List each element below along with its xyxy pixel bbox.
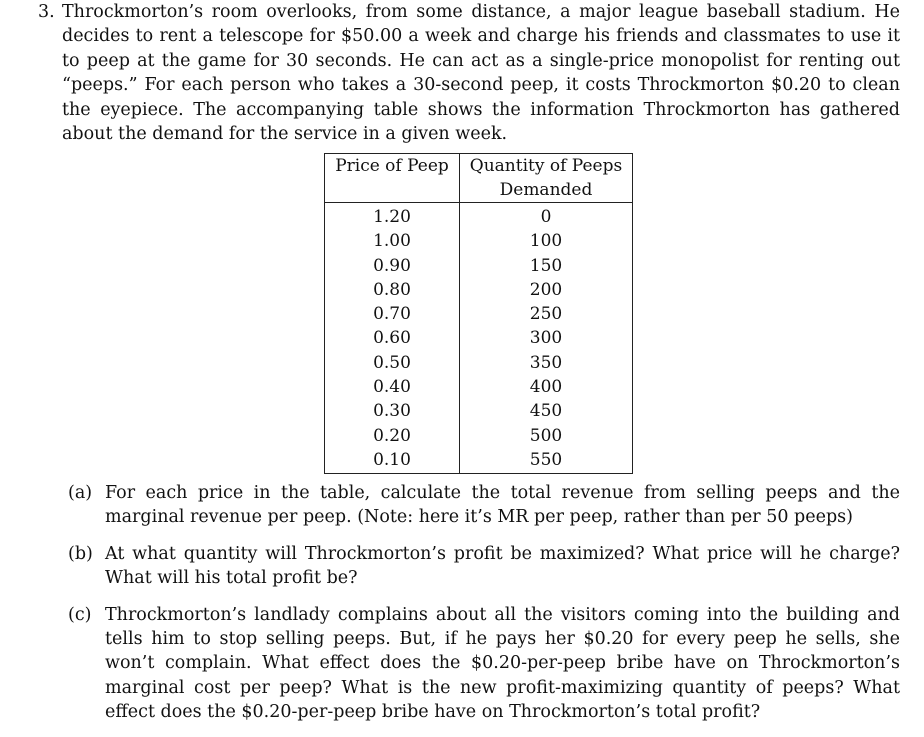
problem-text: Throckmorton’s room overlooks, from some distance, a major league baseball stadium. He decides to rent a telescope for $50.00 a week and charge his friends and classmates to use it to peep at the game for 30 seconds. He can act as a single-price monopolist for renting out “peeps.” For each person who takes a 30-second peep, it costs Throckmorton $0.20 to clean the eyepiece. The accompanying table shows the information Throckmorton has gathered about the demand for the service in a given week. [62,2,900,145]
price-cell: 1.00 [325,229,460,253]
table-body [325,203,633,474]
quantity-cell: 350 [529,352,563,373]
quantity-cell: 0 [540,207,552,227]
table-row [325,302,633,326]
part-b [68,542,900,591]
demand-table [324,153,633,474]
problem-statement [38,0,900,146]
part-text: Throckmorton’s landlady complains about all the visitors coming into the building and tells him to stop selling peeps. But, if he pays her $0.20 for every peep he sells, she won’t complain. What effect does the $0.20-per-peep bribe have on Throckmorton’s marginal cost per peep? What is the new profit-maximizing quantity of peeps? What effect does the $0.20-per-peep bribe have on Throckmorton’s total profit? [105,604,900,723]
table-row [325,424,633,448]
table-row [325,203,633,230]
price-cell: 0.10 [325,448,460,474]
part-label: (b) [68,543,93,564]
table-row [325,448,633,474]
quantity-cell: 550 [529,449,563,470]
table-header-row [325,154,633,203]
price-cell: 0.90 [325,254,460,278]
demand-table-container [324,153,633,474]
part-label: (c) [68,604,92,625]
table-row [325,278,633,302]
quantity-cell: 450 [529,401,563,422]
quantity-cell: 150 [529,255,563,276]
price-cell: 0.70 [325,302,460,326]
price-cell: 0.50 [325,351,460,375]
problem-stem [38,0,900,146]
table-row [325,254,633,278]
quantity-cell: 300 [529,328,563,349]
price-cell: 0.40 [325,375,460,399]
quantity-cell: 200 [529,279,563,300]
quantity-cell: 100 [529,231,563,252]
part-label: (a) [68,483,93,503]
price-cell: 0.80 [325,278,460,302]
part-a [68,481,900,530]
question-parts [68,481,900,737]
price-cell: 0.20 [325,424,460,448]
quantity-cell: 500 [529,425,563,446]
price-cell: 1.20 [325,203,460,230]
price-cell: 0.30 [325,399,460,423]
table-row [325,399,633,423]
table-row [325,326,633,350]
problem-number: 3. [38,2,55,22]
header-quantity: Quantity of Peeps Demanded [460,154,633,203]
part-text: For each price in the table, calculate the total revenue from selling peeps and the marginal revenue per peep. (Note: here it’s MR per peep, rather than per 50 peeps) [105,483,900,528]
table-row [325,229,633,253]
part-text: At what quantity will Throckmorton’s profit be maximized? What price will he charge? What will his total profit be? [105,543,900,589]
table-row [325,375,633,399]
header-price: Price of Peep [325,154,460,203]
table-row [325,351,633,375]
part-c [68,603,900,725]
quantity-cell: 250 [529,304,563,325]
price-cell: 0.60 [325,326,460,350]
quantity-cell: 400 [529,377,563,398]
